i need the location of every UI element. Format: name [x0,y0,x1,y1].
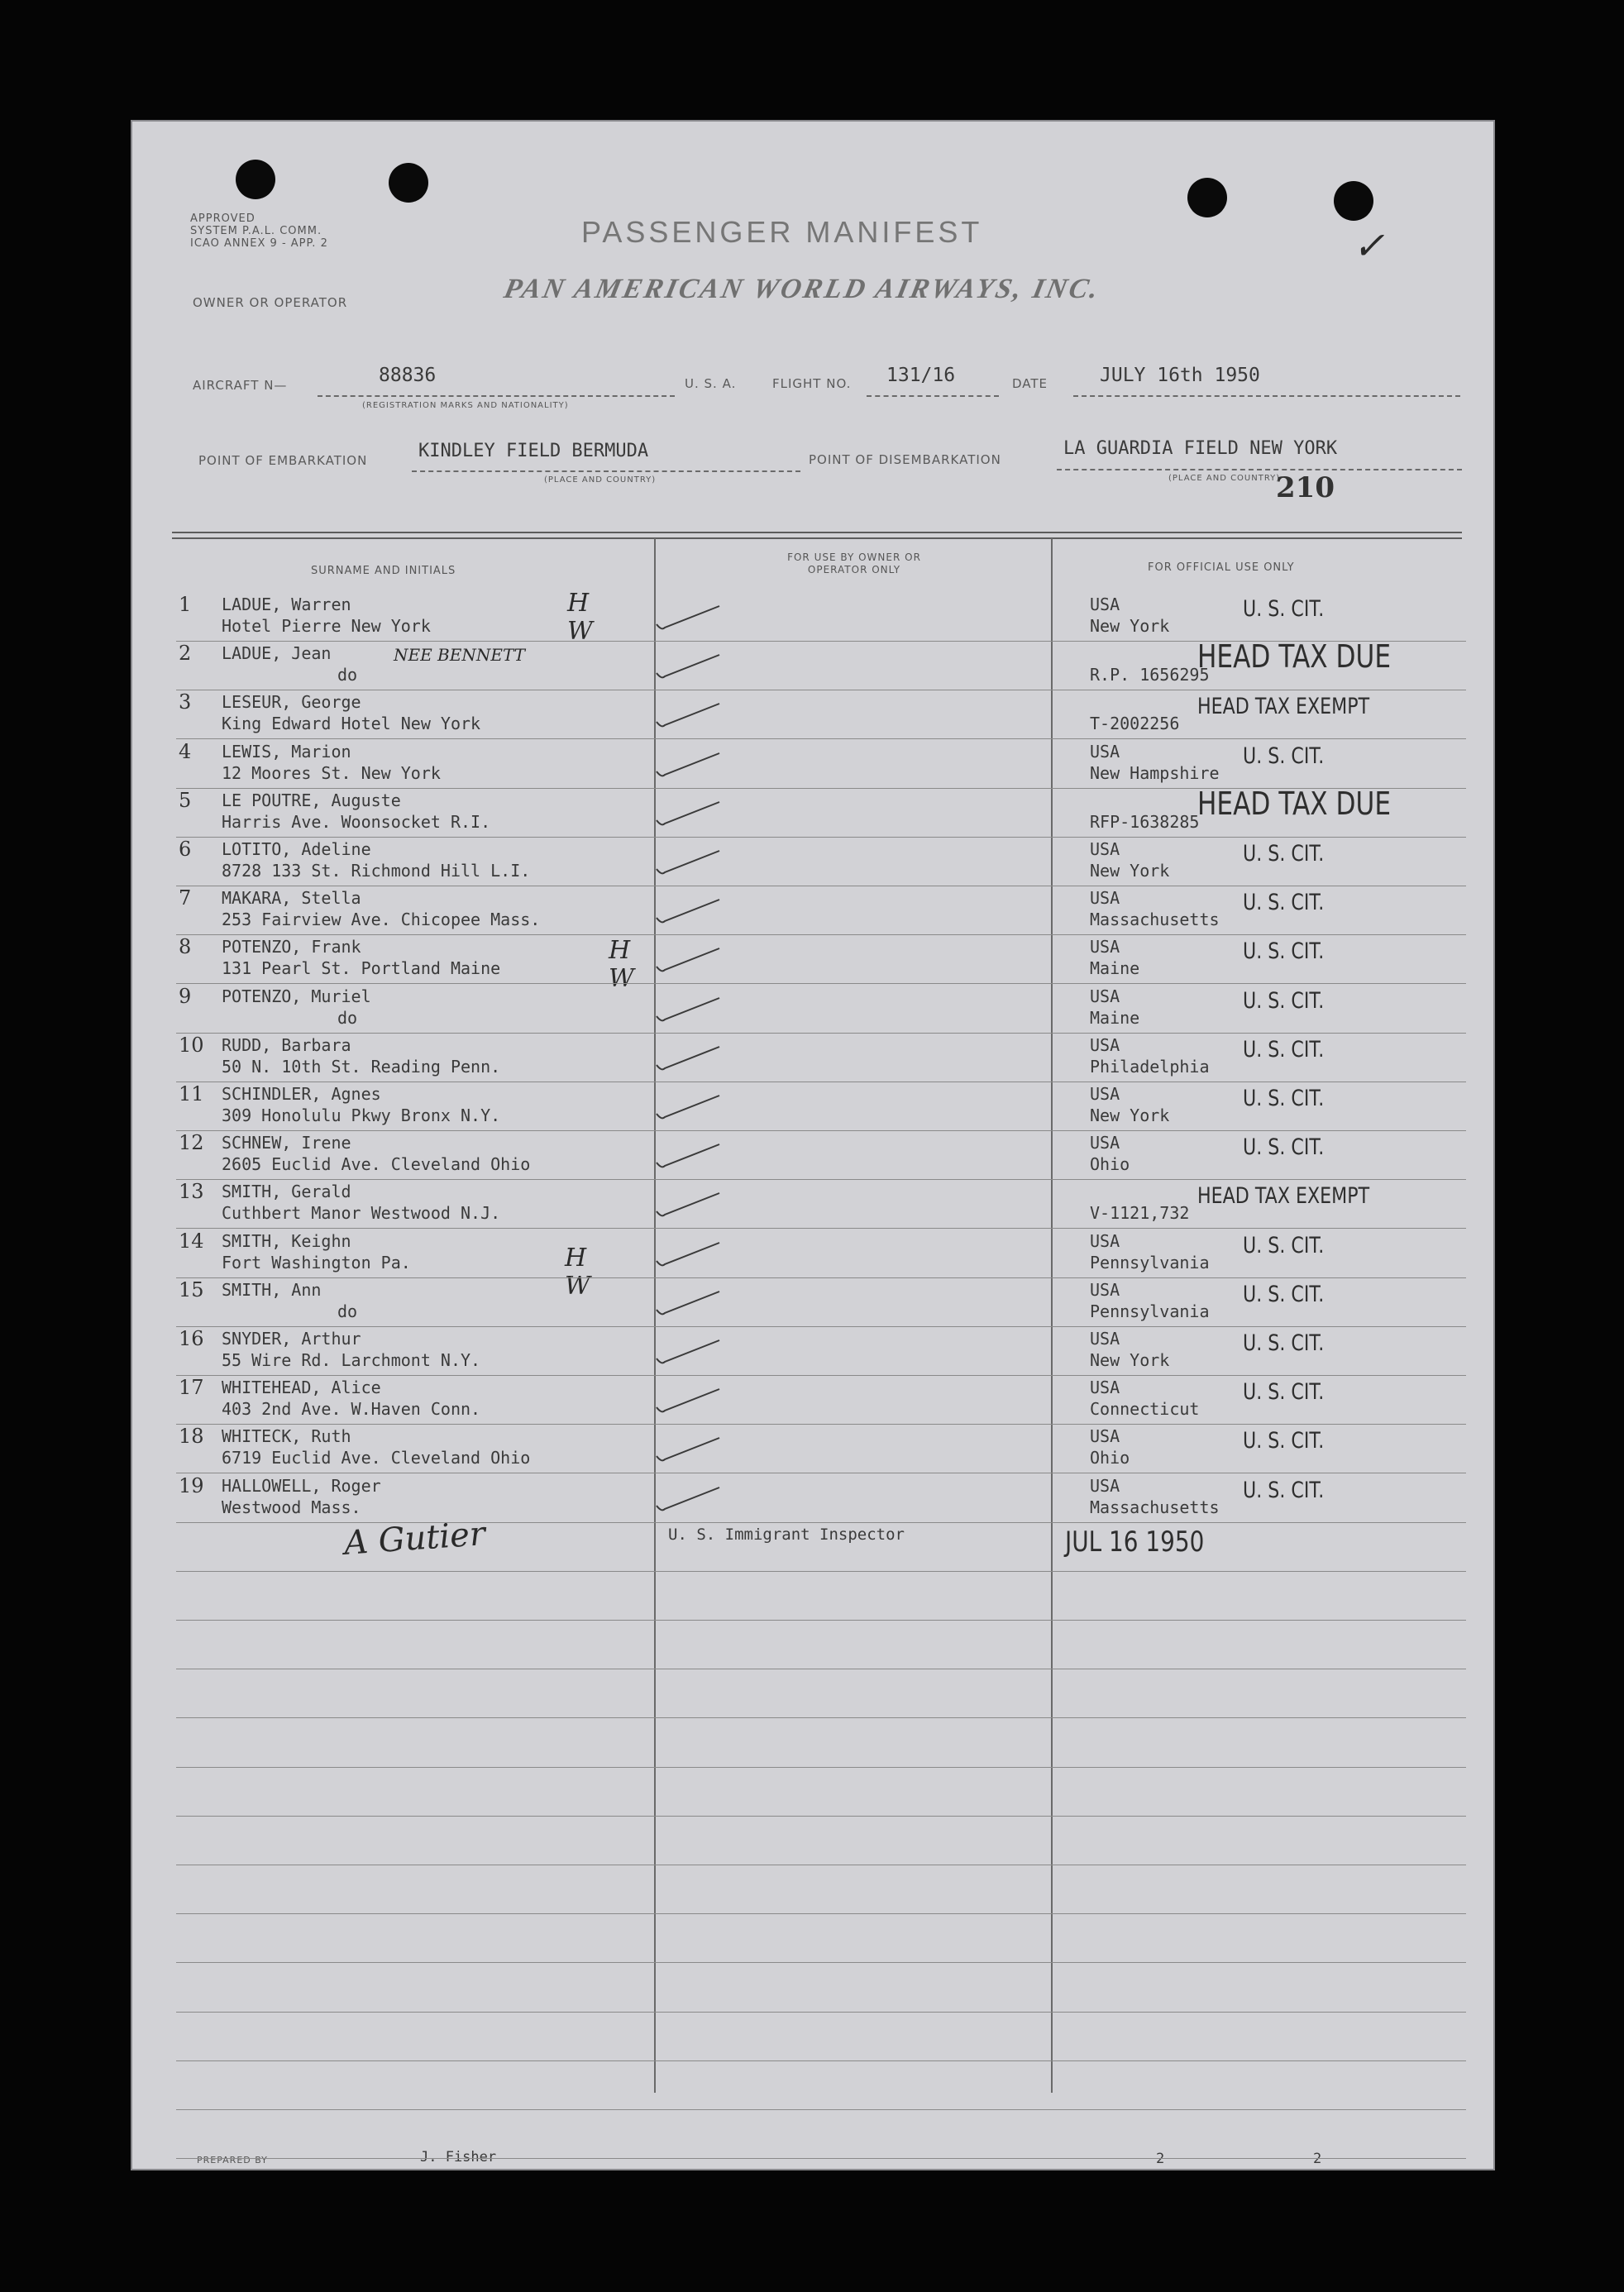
ruled-line [176,2060,1466,2061]
check-tick-icon [653,1239,728,1273]
carrier-name: PAN AMERICAN WORLD AIRWAYS, INC. [501,274,1104,304]
date-stamp: JUL 16 1950 [1065,1526,1205,1559]
passenger-row [131,1423,1495,1473]
ruled-line [176,1424,1466,1425]
row-number: 2 [179,642,192,666]
passenger-row [131,738,1495,788]
passenger-row [131,591,1495,641]
date-value: JULY 16th 1950 [1100,365,1260,386]
row-number: 12 [179,1131,204,1155]
citizenship-country: USA [1090,1329,1120,1349]
punch-hole [236,160,275,199]
check-tick-icon [653,700,728,733]
col-header-owner-use: FOR USE BY OWNER OR OPERATOR ONLY [787,552,921,575]
flight-underline [867,395,999,397]
row-number: 10 [179,1033,204,1057]
passenger-row [131,1129,1495,1179]
official-stamp: HEAD TAX EXEMPT [1197,694,1370,720]
citizenship-place: Ohio [1090,1154,1130,1175]
ruled-line [176,1620,1466,1621]
passenger-name: LADUE, Jean [222,643,332,664]
citizenship-place: V-1121,732 [1090,1203,1190,1224]
passenger-name: SMITH, Keighn [222,1230,351,1251]
flight-label: FLIGHT NO. [772,376,852,391]
citizenship-place: Maine [1090,958,1140,979]
passenger-name: WHITEHEAD, Alice [222,1378,381,1398]
ruled-line [176,738,1466,739]
row-number: 5 [179,788,192,812]
passenger-name: LOTITO, Adeline [222,839,371,859]
check-tick-icon [653,1435,728,1468]
check-tick-icon [653,1484,728,1517]
passenger-row [131,1277,1495,1326]
citizenship-place: New Hampshire [1090,762,1220,783]
page-number: 2 [1156,2151,1165,2167]
bracket-letter: H [567,589,590,618]
row-number: 17 [179,1376,204,1400]
check-tick-icon [653,1288,728,1321]
ruled-line [176,2012,1466,2013]
official-stamp: U. S. CIT. [1243,938,1325,965]
official-stamp: U. S. CIT. [1243,1428,1325,1454]
citizenship-country: USA [1090,1378,1120,1398]
row-number: 3 [179,690,192,714]
passenger-name: SMITH, Gerald [222,1182,351,1202]
registration-caption: (REGISTRATION MARKS AND NATIONALITY) [362,401,569,410]
passenger-address: Hotel Pierre New York [222,616,431,636]
citizenship-place: Ohio [1090,1448,1130,1468]
passenger-address: 253 Fairview Ave. Chicopee Mass. [222,910,541,930]
check-tick-icon [653,1043,728,1077]
row-number: 1 [179,593,192,616]
citizenship-place: Philadelphia [1090,1056,1210,1077]
row-number: 19 [179,1473,204,1497]
citizenship-place: Massachusetts [1090,910,1220,930]
passenger-row [131,1178,1495,1228]
citizenship-place: Pennsylvania [1090,1301,1210,1321]
check-tick-icon [653,799,728,832]
inspector-signature: A Gutier [342,1515,487,1563]
bracket-letter: W [565,1272,590,1301]
official-stamp: U. S. CIT. [1243,1281,1325,1307]
flight-value: 131/16 [886,365,956,386]
citizenship-place: Connecticut [1090,1399,1200,1420]
passenger-count: 210 [1276,471,1335,504]
passenger-name: MAKARA, Stella [222,888,361,909]
approval-notice [190,212,328,250]
form-title: PASSENGER MANIFEST [581,215,983,249]
citizenship-country: USA [1090,1426,1120,1447]
official-stamp: U. S. CIT. [1243,1379,1325,1406]
bracket-letter: H [565,1244,587,1273]
ruled-line [176,1228,1466,1229]
passenger-name: POTENZO, Frank [222,937,361,957]
ruled-line [176,1033,1466,1034]
passenger-address: King Edward Hotel New York [222,714,481,734]
date-label: DATE [1012,376,1048,391]
manifest-sheet [131,120,1495,2170]
citizenship-place: New York [1090,861,1170,881]
official-stamp: U. S. CIT. [1243,1134,1325,1161]
embarkation-caption: (PLACE AND COUNTRY) [544,475,657,485]
citizenship-country: USA [1090,1279,1120,1300]
citizenship-place: Pennsylvania [1090,1252,1210,1273]
row-number: 6 [179,838,192,861]
row-number: 14 [179,1229,204,1253]
embarkation-label: POINT OF EMBARKATION [198,453,368,468]
disembarkation-underline [1057,469,1462,470]
ruled-line [176,1717,1466,1718]
check-tick-icon [653,652,728,685]
passenger-row [131,885,1495,934]
official-stamp: U. S. CIT. [1243,1232,1325,1258]
date-underline [1073,395,1460,397]
ruled-line [176,1767,1466,1768]
ruled-line [176,1375,1466,1376]
citizenship-place: New York [1090,616,1170,636]
passenger-name: RUDD, Barbara [222,1034,351,1055]
check-tick-icon [653,603,728,636]
passenger-row [131,1374,1495,1424]
ruled-line [176,1522,1466,1523]
header-rule [172,532,1462,533]
citizenship-country: USA [1090,937,1120,957]
passenger-address: 8728 133 St. Richmond Hill L.I. [222,861,531,881]
embarkation-underline [412,470,800,472]
passenger-name: SCHNEW, Irene [222,1133,351,1153]
passenger-address: Westwood Mass. [222,1497,361,1517]
official-stamp: U. S. CIT. [1243,596,1325,622]
citizenship-country: USA [1090,1230,1120,1251]
passenger-address: 12 Moores St. New York [222,762,441,783]
row-number: 8 [179,935,192,959]
passenger-name: LE POUTRE, Auguste [222,790,401,810]
check-tick-icon [653,995,728,1028]
passenger-address: 2605 Euclid Ave. Cleveland Ohio [222,1154,531,1175]
official-stamp: U. S. CIT. [1243,1330,1325,1356]
disembarkation-label: POINT OF DISEMBARKATION [809,452,1001,467]
bracket-letter: W [567,617,593,646]
citizenship-country: USA [1090,741,1120,762]
passenger-address: 131 Pearl St. Portland Maine [222,958,501,979]
row-number: 16 [179,1327,204,1350]
bracket-mark [565,1244,590,1301]
ruled-line [176,1571,1466,1572]
passenger-row [131,640,1495,690]
prepared-by-label: PREPARED BY [197,2155,268,2165]
official-stamp: U. S. CIT. [1243,743,1325,769]
citizenship-place: R.P. 1656295 [1090,665,1210,685]
prepared-by-value: J. Fisher [420,2149,497,2165]
approval-line: APPROVED [190,212,256,225]
passenger-name: SCHINDLER, Agnes [222,1084,381,1104]
citizenship-place: T-2002256 [1090,714,1180,734]
passenger-address: do [337,665,358,685]
citizenship-country: USA [1090,888,1120,909]
owner-label: OWNER OR OPERATOR [193,295,348,310]
citizenship-country: USA [1090,1084,1120,1104]
citizenship-place: New York [1090,1350,1170,1370]
passenger-address: 6719 Euclid Ave. Cleveland Ohio [222,1448,531,1468]
bracket-letter: H [609,936,631,965]
row-number: 7 [179,886,192,910]
passenger-address: Fort Washington Pa. [222,1252,411,1273]
passenger-name: HALLOWELL, Roger [222,1475,381,1496]
passenger-name: LADUE, Warren [222,594,351,614]
ruled-line [176,837,1466,838]
official-stamp: U. S. CIT. [1243,987,1325,1014]
passenger-row [131,1081,1495,1130]
citizenship-country: USA [1090,1133,1120,1153]
punch-hole [1187,178,1227,217]
check-tick-icon [653,1386,728,1419]
official-stamp: U. S. CIT. [1243,1086,1325,1111]
passenger-address: Cuthbert Manor Westwood N.J. [222,1203,501,1224]
ruled-line [176,1962,1466,1963]
ruled-line [176,788,1466,789]
check-mark: ✓ [1353,223,1385,268]
punch-hole [389,163,428,203]
citizenship-place: Massachusetts [1090,1497,1220,1517]
check-tick-icon [653,1190,728,1223]
col-header-official: FOR OFFICIAL USE ONLY [1148,561,1295,574]
passenger-name: LEWIS, Marion [222,741,351,762]
passenger-name: SMITH, Ann [222,1279,322,1300]
check-tick-icon [653,1141,728,1174]
passenger-address: 403 2nd Ave. W.Haven Conn. [222,1399,481,1420]
row-number: 9 [179,984,192,1008]
embarkation-value: KINDLEY FIELD BERMUDA [418,441,649,461]
passenger-row [131,836,1495,886]
passenger-address: 50 N. 10th St. Reading Penn. [222,1056,501,1077]
passenger-name: SNYDER, Arthur [222,1329,361,1349]
aircraft-label: AIRCRAFT N— [193,378,288,393]
passenger-row [131,934,1495,983]
official-stamp: U. S. CIT. [1243,1477,1325,1503]
passenger-address: Harris Ave. Woonsocket R.I. [222,811,491,832]
ruled-line [176,1913,1466,1914]
official-stamp: U. S. CIT. [1243,841,1325,867]
usa-label: U. S. A. [685,376,737,391]
row-number: 4 [179,739,192,763]
ruled-line [176,1816,1466,1817]
ruled-line [176,934,1466,935]
citizenship-country: USA [1090,1475,1120,1496]
official-stamp: HEAD TAX EXEMPT [1197,1183,1370,1210]
ruled-line [176,1130,1466,1131]
check-tick-icon [653,945,728,978]
punch-hole [1334,181,1373,221]
passenger-address: do [337,1301,358,1321]
ruled-line [176,1277,1466,1278]
check-tick-icon [653,848,728,881]
bracket-letter: W [609,964,634,993]
bracket-mark [609,937,634,993]
ruled-line [176,1326,1466,1327]
bracket-mark [567,590,593,646]
ruled-line [176,641,1466,642]
aircraft-underline [318,395,675,397]
ruled-line [176,2109,1466,2110]
citizenship-place: Maine [1090,1007,1140,1028]
passenger-address: 309 Honolulu Pkwy Bronx N.Y. [222,1105,501,1125]
passenger-name: WHITECK, Ruth [222,1426,351,1447]
passenger-row [131,1228,1495,1277]
inspector-title: U. S. Immigrant Inspector [668,1526,905,1544]
passenger-row [131,787,1495,837]
passenger-row [131,1473,1495,1522]
check-tick-icon [653,896,728,929]
citizenship-country: USA [1090,839,1120,859]
row-number: 11 [179,1082,204,1105]
citizenship-place: RFP-1638285 [1090,811,1200,832]
page-total: 2 [1313,2151,1322,2167]
ruled-line [176,2158,1466,2159]
citizenship-country: USA [1090,594,1120,614]
col-header-surname: SURNAME AND INITIALS [311,565,456,577]
disembarkation-caption: (PLACE AND COUNTRY) [1168,474,1281,483]
row-number: 15 [179,1277,204,1301]
passenger-row [131,1325,1495,1375]
ruled-line [176,983,1466,984]
check-tick-icon [653,750,728,783]
passenger-address: do [337,1007,358,1028]
ruled-line [176,1179,1466,1180]
check-tick-icon [653,1337,728,1370]
header-rule [172,537,1462,539]
official-stamp: HEAD TAX DUE [1197,638,1392,676]
handwritten-note: NEE BENNETT [394,645,526,666]
row-number: 18 [179,1425,204,1449]
official-stamp: U. S. CIT. [1243,1036,1325,1062]
passenger-name: LESEUR, George [222,692,361,713]
passenger-name: POTENZO, Muriel [222,986,371,1006]
approval-line: ICAO ANNEX 9 - APP. 2 [190,237,328,250]
approval-line: SYSTEM P.A.L. COMM. [190,225,322,237]
check-tick-icon [653,1092,728,1125]
row-number: 13 [179,1180,204,1204]
disembarkation-value: LA GUARDIA FIELD NEW YORK [1063,438,1338,459]
official-stamp: HEAD TAX DUE [1197,785,1392,822]
passenger-row [131,689,1495,738]
citizenship-country: USA [1090,986,1120,1006]
passenger-row [131,1032,1495,1082]
aircraft-value: 88836 [379,365,437,386]
passenger-address: 55 Wire Rd. Larchmont N.Y. [222,1350,481,1370]
citizenship-place: New York [1090,1105,1170,1125]
official-stamp: U. S. CIT. [1243,890,1325,916]
passenger-row [131,983,1495,1033]
citizenship-country: USA [1090,1034,1120,1055]
